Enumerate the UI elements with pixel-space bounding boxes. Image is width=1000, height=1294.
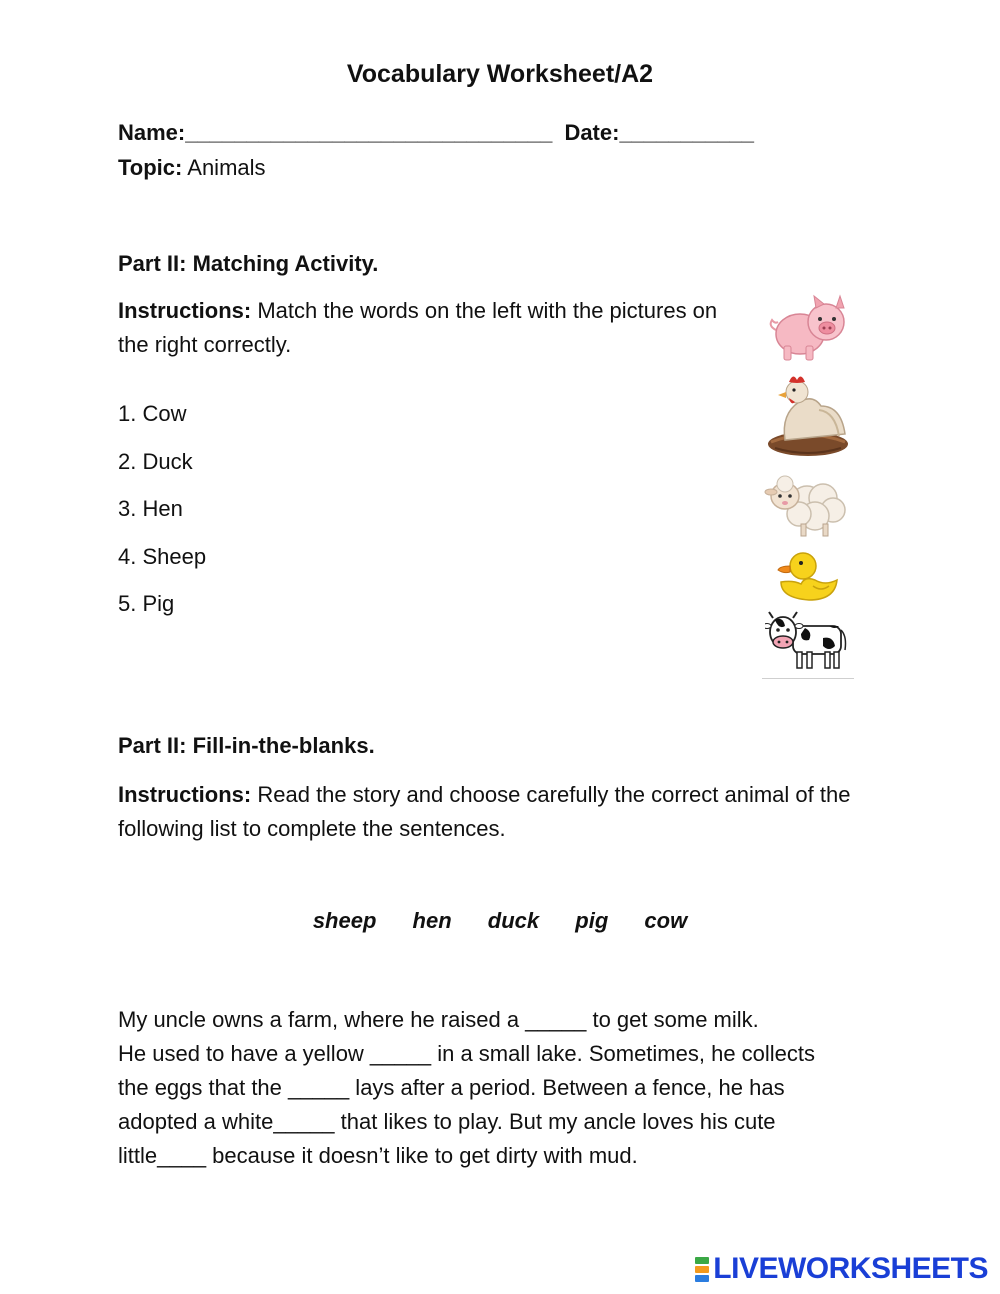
pictures-divider [762,678,854,679]
liveworksheets-logo [695,1252,988,1286]
matching-pictures [758,292,858,679]
word-bank-hen[interactable]: hen [412,908,452,933]
matching-instructions-text: Match the words on the left with the pictures on the right correctly. [118,298,718,357]
liveworksheets-logo-icon [695,1257,709,1282]
name-date-row [118,120,754,146]
word-bank-sheep[interactable]: sheep [312,908,377,933]
sheep-picture[interactable] [763,466,853,540]
matching-item-sheep[interactable]: 4. Sheep [118,544,207,569]
story-line: adopted a white_____ that likes to play. But my ancle loves his cute [118,1109,776,1134]
matching-item-cow[interactable]: 1. Cow [118,401,187,426]
story-line: My uncle owns a farm, where he raised a _____ to get some milk. [118,1007,759,1032]
matching-instructions-label: Instructions: [118,298,252,323]
topic-label: Topic: [118,155,183,180]
word-bank [0,908,1000,934]
story-line: He used to have a yellow _____ in a small lake. Sometimes, he collects [118,1041,816,1066]
fill-heading: Part II: Fill-in-the-blanks. [118,733,375,758]
matching-heading: Part II: Matching Activity. [118,251,379,276]
word-bank-pig[interactable]: pig [575,908,609,933]
matching-item-duck[interactable]: 2. Duck [118,449,193,474]
word-bank-duck[interactable]: duck [487,908,540,933]
matching-instructions [118,294,748,362]
story-line: little____ because it doesn’t like to get dirty with mud. [118,1143,638,1168]
cow-picture[interactable] [765,608,851,672]
word-bank-cow[interactable]: cow [644,908,688,933]
duck-picture[interactable] [773,546,843,604]
story-line: the eggs that the _____ lays after a period. Between a fence, he has [118,1075,785,1100]
hen-picture[interactable] [763,370,853,464]
date-field[interactable]: Date:___________ [564,120,755,145]
liveworksheets-brand-text: LIVEWORKSHEETS [713,1252,988,1285]
fill-instructions-text: Read the story and choose carefully the correct animal of the following list to complete the sentences. [118,782,851,841]
topic-row [118,155,266,181]
matching-item-pig[interactable]: 5. Pig [118,591,175,616]
matching-item-hen[interactable]: 3. Hen [118,496,183,521]
topic-value: Animals [187,155,266,180]
story-text [118,1003,878,1173]
fill-instructions [118,778,878,846]
pig-picture[interactable] [766,292,850,366]
fill-instructions-label: Instructions: [118,782,252,807]
worksheet-title: Vocabulary Worksheet/A2 [346,60,654,88]
name-field[interactable]: Name:______________________________ [118,120,553,145]
